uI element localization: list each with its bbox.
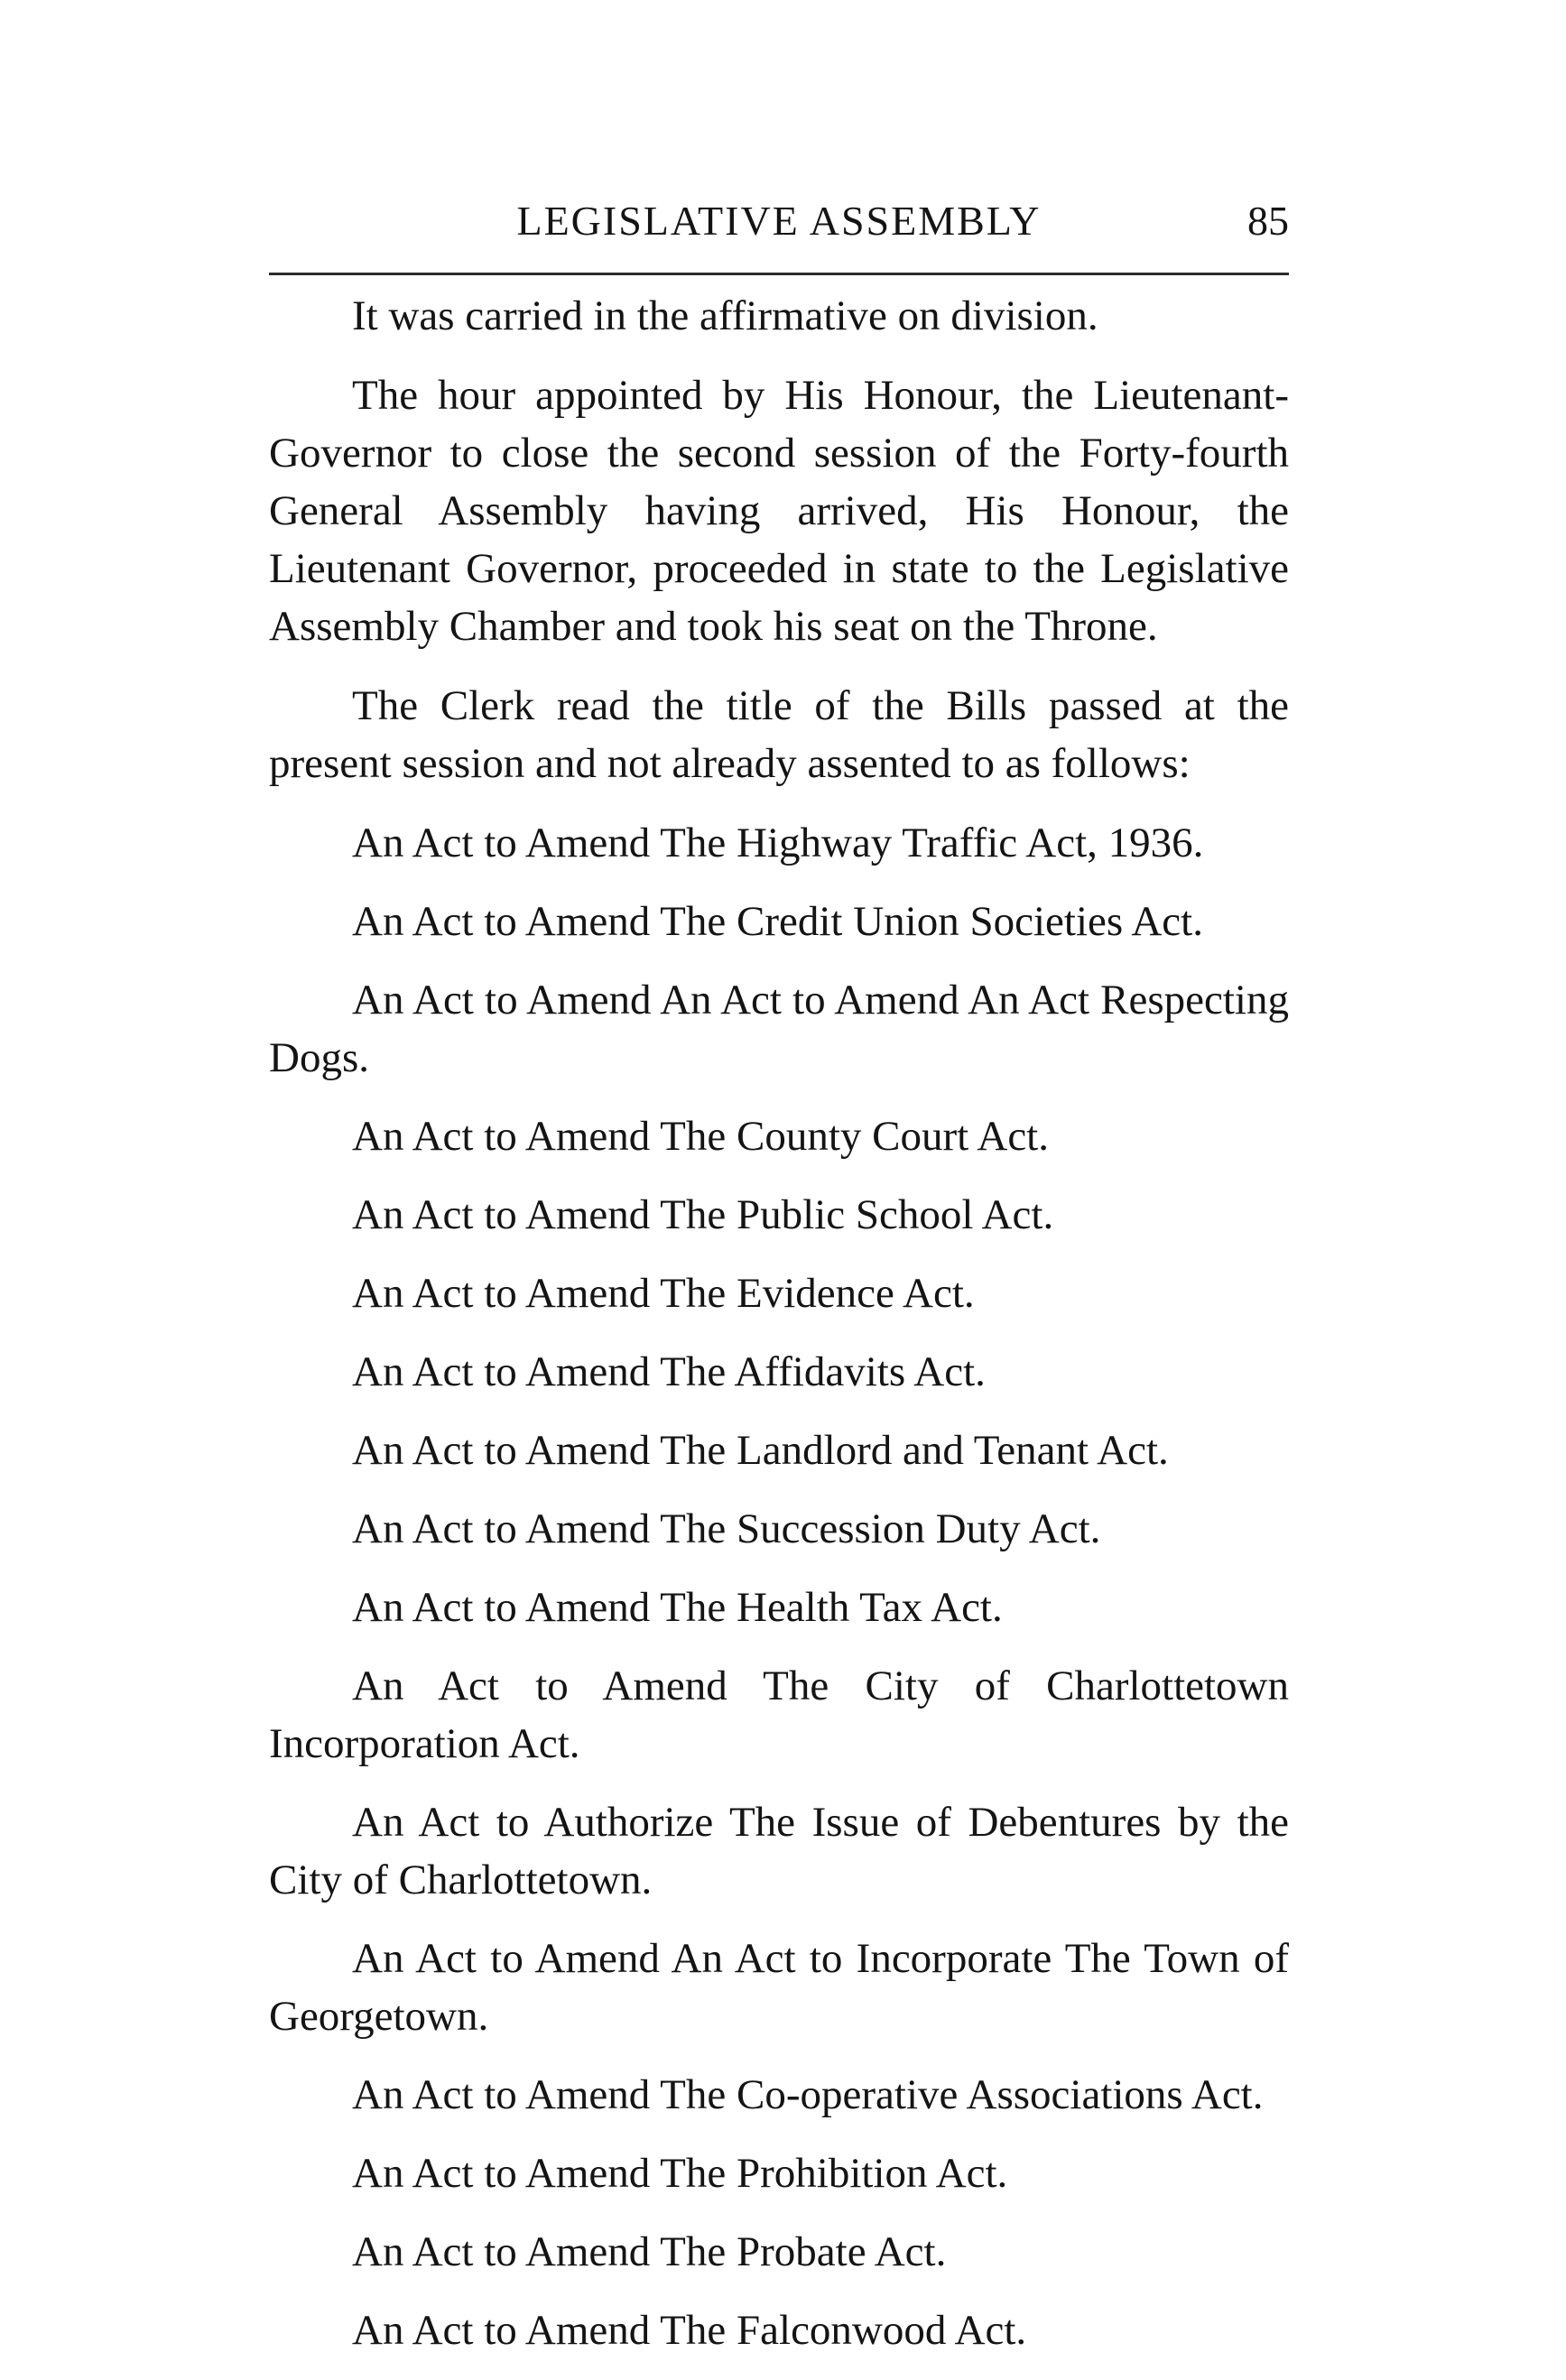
header-rule xyxy=(269,273,1289,275)
header-title: LEGISLATIVE ASSEMBLY xyxy=(516,198,1042,244)
act-item: An Act to Amend The Probate Act. xyxy=(352,2228,947,2275)
act-item: An Act to Amend The Health Tax Act. xyxy=(352,1584,1003,1631)
act-item: An Act to Amend The County Court Act. xyxy=(352,1113,1049,1160)
act-item: An Act to Amend The Landlord and Tenant Act. xyxy=(352,1427,1169,1474)
act-item: An Act to Amend The Affidavits Act. xyxy=(352,1348,986,1395)
running-header xyxy=(269,190,1289,253)
act-item: An Act to Authorize The Issue of Debentures by the City of Charlottetown. xyxy=(269,1799,1289,1903)
act-item: An Act to Amend The Highway Traffic Act, 1936. xyxy=(352,820,1204,866)
paragraph-lieutenant-governor: The hour appointed by His Honour, the Lieutenant-Governor to close the second session of the Forty-fourth General Assembly having arrived, His Honour, the Lieutenant Governor, proceeded in state to the Legislative Assembly Chamber and took his seat on the Throne. xyxy=(269,372,1289,650)
act-item: An Act to Amend The Falconwood Act. xyxy=(352,2307,1027,2354)
act-item: An Act to Amend The Succession Duty Act. xyxy=(352,1505,1101,1552)
paragraph-clerk-reads-bills: The Clerk read the title of the Bills passed at the present session and not already assented to as follows: xyxy=(269,682,1289,787)
act-item: An Act to Amend The Credit Union Societies Act. xyxy=(352,898,1203,945)
body-text xyxy=(269,287,1289,2380)
act-item: An Act to Amend The Prohibition Act. xyxy=(352,2150,1008,2197)
paragraph-division-result: It was carried in the affirmative on division. xyxy=(352,292,1098,339)
page-number: 85 xyxy=(1247,198,1289,244)
act-item: An Act to Amend The City of Charlottetown Incorporation Act. xyxy=(269,1662,1289,1767)
act-item: An Act to Amend An Act to Amend An Act Respecting Dogs. xyxy=(269,977,1289,1081)
act-item: An Act to Amend The Public School Act. xyxy=(352,1191,1054,1238)
act-item: An Act to Amend An Act to Incorporate The Town of Georgetown. xyxy=(269,1935,1289,2040)
act-item: An Act to Amend The Evidence Act. xyxy=(352,1270,975,1317)
act-item: An Act to Amend The Co-operative Associations Act. xyxy=(352,2071,1264,2118)
